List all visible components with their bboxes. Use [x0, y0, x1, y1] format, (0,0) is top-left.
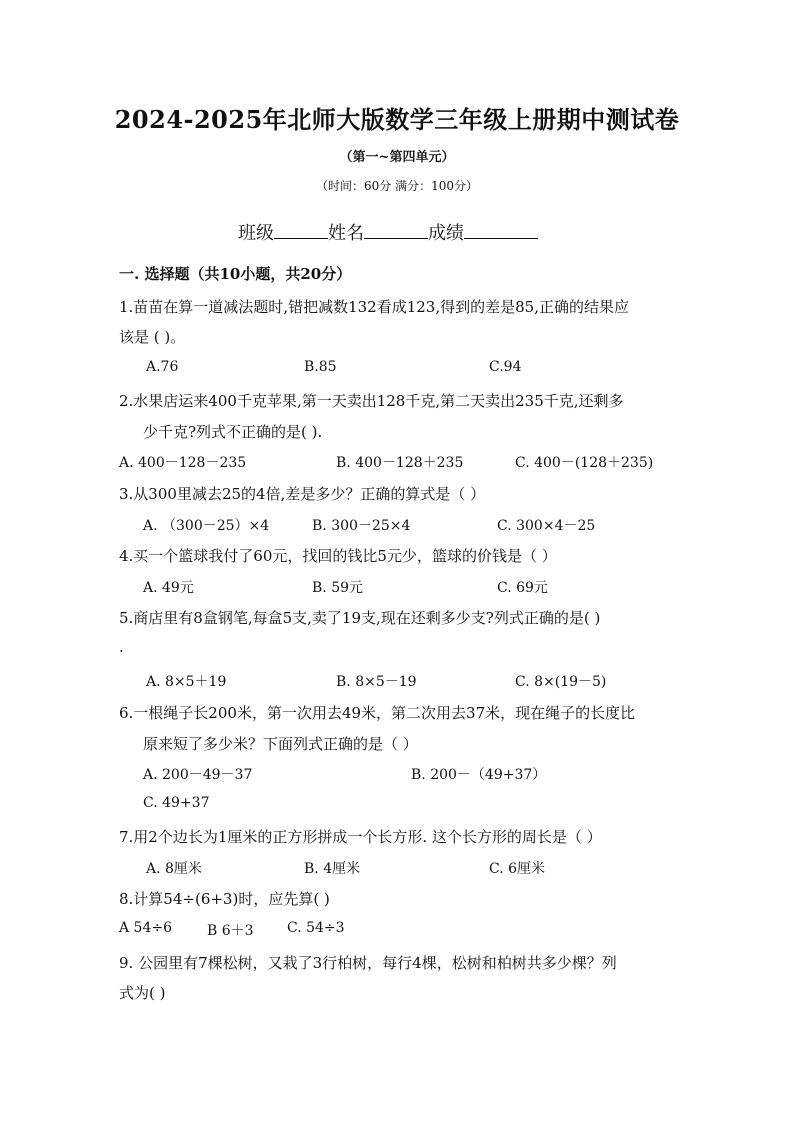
- question-3-option-b: B. 300－25×4: [312, 518, 411, 534]
- question-9-line-1: 9. 公园里有7棵松树，又栽了3行柏树，每行4棵，松树和柏树共多少棵？列: [119, 954, 617, 972]
- question-9-line-2: 式为( ): [119, 984, 166, 1002]
- page-subtitle: （第一~第四单元）: [339, 150, 455, 165]
- question-2-option-c: C. 400－(128＋235): [515, 455, 654, 471]
- question-5-option-a: A. 8×5＋19: [146, 674, 227, 690]
- score-blank[interactable]: [464, 220, 538, 239]
- class-blank[interactable]: [274, 220, 328, 239]
- class-label: 班级: [238, 223, 274, 244]
- question-8-option-a: A 54÷6: [119, 920, 173, 936]
- question-3-option-a: A. （300－25）×4: [143, 518, 270, 534]
- question-3-option-c: C. 300×4－25: [497, 518, 596, 534]
- question-2-line-1: 2.水果店运来400千克苹果,第一天卖出128千克,第二天卖出235千克,还剩多: [119, 392, 624, 410]
- question-4-option-b: B. 59元: [312, 580, 364, 596]
- question-8-line-1: 8.计算54÷(6+3)时，应先算( ): [119, 890, 330, 908]
- question-6-option-a: A. 200－49－37: [143, 767, 253, 783]
- question-1-option-b: B.85: [304, 359, 337, 375]
- score-label: 成绩: [428, 223, 464, 244]
- page-title: 2024-2025年北师大版数学三年级上册期中测试卷: [114, 105, 680, 134]
- question-8-option-b: B 6＋3: [207, 923, 254, 939]
- question-8-option-c: C. 54÷3: [287, 920, 345, 936]
- question-4-option-a: A. 49元: [143, 580, 194, 596]
- question-1-line-1: 1.苗苗在算一道减法题时,错把减数132看成123,得到的差是85,正确的结果应: [119, 298, 629, 316]
- section-heading: 一. 选择题（共10小题，共20分）: [119, 265, 352, 283]
- question-1-option-a: A.76: [146, 359, 179, 375]
- time-score-info: （时间：60分 满分：100分）: [316, 179, 478, 193]
- question-4-option-c: C. 69元: [497, 580, 548, 596]
- question-2-option-b: B. 400－128＋235: [336, 455, 464, 471]
- question-5-line-1: 5.商店里有8盒钢笔,每盒5支,卖了19支,现在还剩多少支?列式正确的是( ): [119, 609, 601, 627]
- question-7-line-1: 7.用2个边长为1厘米的正方形拼成一个长方形. 这个长方形的周长是（ ）: [119, 828, 602, 846]
- question-2-option-a: A. 400－128－235: [119, 455, 247, 471]
- question-5-option-b: B. 8×5－19: [336, 674, 417, 690]
- question-6-option-b: B. 200－（49+37）: [411, 767, 547, 783]
- name-label: 姓名: [328, 223, 364, 244]
- question-6-line-2: 原来短了多少米？下面列式正确的是（ ）: [143, 735, 418, 753]
- question-5-option-c: C. 8×(19－5): [515, 674, 607, 690]
- question-5-line-2: .: [119, 638, 124, 656]
- question-6-option-c: C. 49+37: [143, 795, 210, 811]
- question-1-option-c: C.94: [489, 359, 522, 375]
- student-info-line: [238, 219, 538, 245]
- question-4-line-1: 4.买一个篮球我付了60元，找回的钱比5元少，篮球的价钱是（ ）: [119, 547, 557, 565]
- question-1-line-2: 该是 ( )。: [119, 328, 186, 346]
- question-3-line-1: 3.从300里减去25的4倍,差是多少？正确的算式是（ ）: [119, 485, 486, 503]
- question-2-line-2: 少千克?列式不正确的是( ).: [143, 423, 323, 441]
- question-7-option-c: C. 6厘米: [489, 861, 546, 877]
- question-6-line-1: 6.一根绳子长200米，第一次用去49米，第二次用去37米，现在绳子的长度比: [119, 704, 636, 722]
- question-7-option-b: B. 4厘米: [304, 861, 361, 877]
- question-7-option-a: A. 8厘米: [146, 861, 202, 877]
- name-blank[interactable]: [364, 220, 428, 239]
